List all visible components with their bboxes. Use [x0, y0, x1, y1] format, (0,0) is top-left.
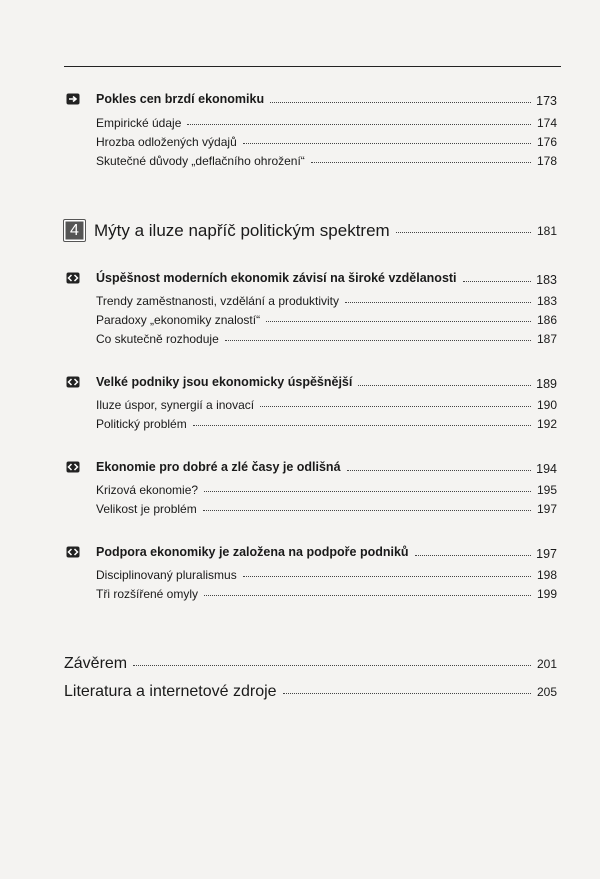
leader-dots [260, 405, 531, 407]
leader-dots [415, 554, 531, 556]
toc-section-title: Velké podniky jsou ekonomicky úspěšnější [96, 375, 353, 389]
toc-section-pokles[interactable] [66, 92, 557, 108]
toc-entry-title: Co skutečně rozhoduje [96, 332, 219, 346]
toc-page-number: 195 [536, 483, 557, 497]
leader-dots [283, 692, 531, 694]
chapter-number-badge: 4 [64, 220, 85, 241]
toc-entry-krizova[interactable] [96, 483, 557, 497]
toc-entry-title: Velikost je problém [96, 502, 197, 516]
leader-dots [204, 594, 531, 596]
toc-section-ekonomie[interactable] [66, 460, 557, 476]
toc-page-number: 187 [536, 332, 557, 346]
toc-section-title: Úspěšnost moderních ekonomik závisí na široké vzdělanosti [96, 271, 457, 285]
toc-entry-tri[interactable] [96, 587, 557, 601]
toc-entry-title: Tři rozšířené omyly [96, 587, 199, 601]
leader-dots [243, 575, 531, 577]
leader-dots [266, 320, 531, 322]
toc-page-number: 197 [536, 502, 557, 516]
toc-section-title: Podpora ekonomiky je založena na podpoře podniků [96, 545, 409, 559]
leader-dots [347, 469, 531, 471]
toc-page-number: 192 [536, 417, 557, 431]
toc-section-uspesnost[interactable] [66, 271, 557, 287]
toc-entry-zaverem[interactable] [64, 655, 557, 673]
toc-page-number: 190 [536, 398, 557, 412]
toc-page-number: 205 [536, 685, 557, 699]
leader-dots [193, 424, 531, 426]
top-rule [64, 66, 561, 67]
leader-dots [187, 123, 531, 125]
leader-dots [396, 231, 531, 233]
toc-entry-paradoxy[interactable] [96, 313, 557, 327]
toc-entry-title: Skutečné důvody „deflačního ohrožení“ [96, 154, 305, 168]
leader-dots [133, 664, 531, 666]
toc-entry-title: Paradoxy „ekonomiky znalostí“ [96, 313, 261, 327]
toc-page-number: 186 [536, 313, 557, 327]
toc-page-number: 201 [536, 657, 557, 671]
leader-dots [345, 301, 531, 303]
toc-entry-hrozba[interactable] [96, 135, 557, 149]
leader-dots [358, 384, 531, 386]
toc-entry-empiricke[interactable] [96, 116, 557, 130]
toc-entry-title: Krizová ekonomie? [96, 483, 199, 497]
toc-section-title: Ekonomie pro dobré a zlé časy je odlišná [96, 460, 341, 474]
double-arrow-box-icon [66, 461, 80, 473]
leader-dots [225, 339, 531, 341]
toc-entry-title: Politický problém [96, 417, 187, 431]
toc-page-number: 199 [536, 587, 557, 601]
toc-section-title: Pokles cen brzdí ekonomiku [96, 92, 265, 106]
leader-dots [463, 280, 531, 282]
toc-page-number: 183 [536, 273, 557, 287]
toc-entry-literatura[interactable] [64, 683, 557, 701]
toc-page-number: 176 [536, 135, 557, 149]
toc-entry-co[interactable] [96, 332, 557, 346]
toc-entry-iluze[interactable] [96, 398, 557, 412]
toc-entry-title: Iluze úspor, synergií a inovací [96, 398, 255, 412]
toc-page-number: 178 [536, 154, 557, 168]
toc-entry-velikost[interactable] [96, 502, 557, 516]
leader-dots [203, 509, 531, 511]
leader-dots [311, 161, 531, 163]
toc-entry-title: Empirické údaje [96, 116, 182, 130]
toc-section-velke[interactable] [66, 375, 557, 391]
toc-page-number: 181 [536, 223, 557, 238]
toc-page-number: 194 [536, 462, 557, 476]
toc-entry-title: Literatura a internetové zdroje [64, 683, 277, 700]
double-arrow-box-icon [66, 376, 80, 388]
double-arrow-box-icon [66, 272, 80, 284]
double-arrow-box-icon [66, 546, 80, 558]
toc-section-podpora[interactable] [66, 545, 557, 561]
toc-entry-trendy[interactable] [96, 294, 557, 308]
toc-entry-skutecne[interactable] [96, 154, 557, 168]
arrow-right-box-icon [66, 93, 80, 105]
leader-dots [270, 101, 531, 103]
toc-page-number: 197 [536, 547, 557, 561]
toc-page-number: 183 [536, 294, 557, 308]
toc-page-number: 198 [536, 568, 557, 582]
toc-page-number: 189 [536, 377, 557, 391]
toc-chapter-4[interactable] [64, 220, 557, 241]
toc-entry-title: Disciplinovaný pluralismus [96, 568, 237, 582]
toc-entry-politicky[interactable] [96, 417, 557, 431]
toc-page-number: 174 [536, 116, 557, 130]
leader-dots [204, 490, 531, 492]
toc-entry-title: Trendy zaměstnanosti, vzdělání a produktivity [96, 294, 340, 308]
toc-entry-title: Závěrem [64, 655, 128, 672]
toc-chapter-title: Mýty a iluze napříč politickým spektrem [94, 220, 390, 240]
toc-page-number: 173 [536, 94, 557, 108]
toc-entry-title: Hrozba odložených výdajů [96, 135, 237, 149]
toc-entry-disciplinovany[interactable] [96, 568, 557, 582]
leader-dots [243, 142, 531, 144]
